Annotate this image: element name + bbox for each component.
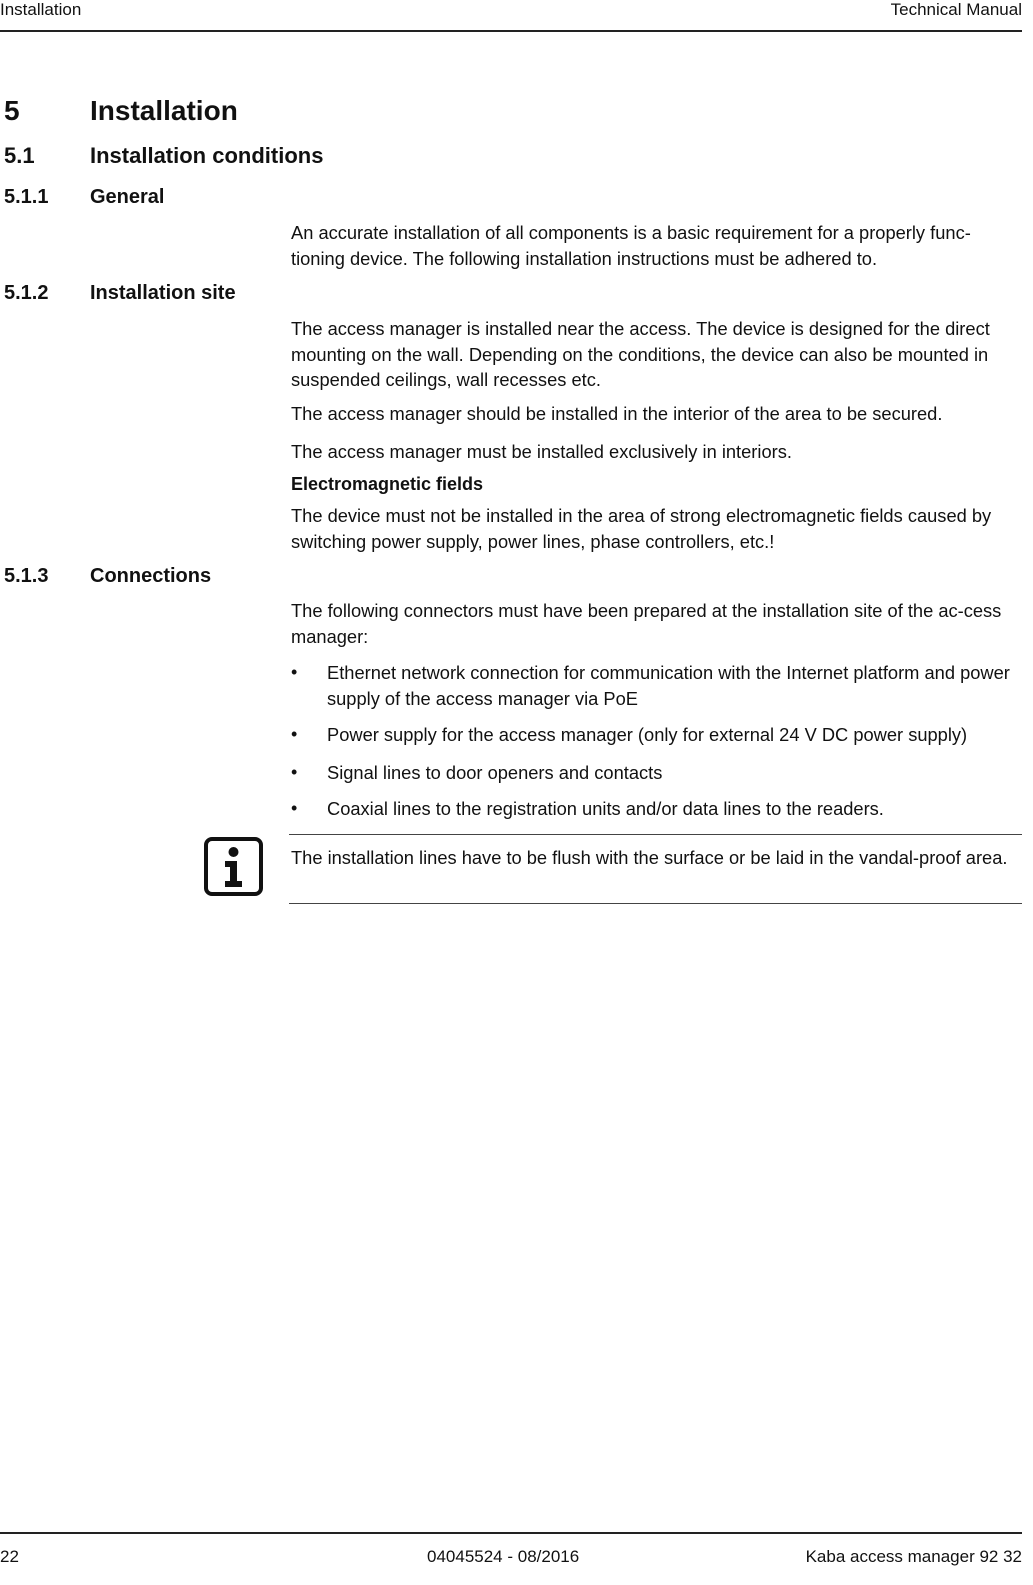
footer-doc-id: 04045524 - 08/2016 — [427, 1547, 580, 1566]
footer-rule — [0, 1532, 1022, 1534]
header-left: Installation — [0, 0, 82, 19]
bullet-icon: • — [291, 798, 298, 818]
subsection-site-title: Installation site — [90, 282, 236, 304]
footer-product: Kaba access manager 92 32 — [805, 1547, 1022, 1566]
em-fields-paragraph: The device must not be installed in the area of strong electromagnetic fields caused by switching power supply, power lines, phase controllers, etc.! — [291, 505, 992, 552]
em-fields-heading: Electromagnetic fields — [291, 474, 484, 494]
bullet-icon: • — [291, 762, 298, 782]
subsection-general-title: General — [90, 186, 165, 208]
header-right: Technical Manual — [890, 0, 1022, 19]
subsection-connections-number: 5.1.3 — [4, 565, 49, 587]
connections-intro: The following connectors must have been prepared at the installation site of the ac-cess manager: — [291, 600, 1002, 647]
site-paragraph-1: The access manager is installed near the access. The device is designed for the direct mounting on the wall. Depending on the conditions, the device can also be mounted in suspended ceilings, wall recesses etc. — [291, 318, 990, 390]
section-number: 5.1 — [4, 143, 35, 168]
info-icon — [204, 837, 263, 896]
list-item: Coaxial lines to the registration units and/or data lines to the readers. — [327, 798, 884, 819]
note-top-rule — [289, 834, 1022, 835]
site-paragraph-2: The access manager should be installed in the interior of the area to be secured. — [291, 403, 943, 424]
footer-page-number: 22 — [0, 1547, 19, 1566]
header-rule — [0, 30, 1022, 32]
subsection-general-number: 5.1.1 — [4, 186, 49, 208]
section-title: Installation conditions — [90, 143, 324, 168]
note-text: The installation lines have to be flush with the surface or be laid in the vandal-proof area. — [291, 847, 1008, 868]
bullet-icon: • — [291, 724, 298, 744]
list-item: Signal lines to door openers and contacts — [327, 762, 663, 783]
list-item: Power supply for the access manager (only for external 24 V DC power supply) — [327, 724, 968, 745]
site-paragraph-3: The access manager must be installed exclusively in interiors. — [291, 441, 792, 462]
general-paragraph: An accurate installation of all components is a basic requirement for a properly func-tioning device. The following installation instructions must be adhered to. — [291, 222, 971, 269]
subsection-site-number: 5.1.2 — [4, 282, 49, 304]
chapter-title: Installation — [90, 95, 238, 126]
bullet-icon: • — [291, 662, 298, 682]
subsection-connections-title: Connections — [90, 565, 212, 587]
note-bottom-rule — [289, 903, 1022, 904]
chapter-number: 5 — [4, 95, 20, 126]
list-item: Ethernet network connection for communication with the Internet platform and power supply of the access manager via PoE — [327, 662, 1010, 709]
